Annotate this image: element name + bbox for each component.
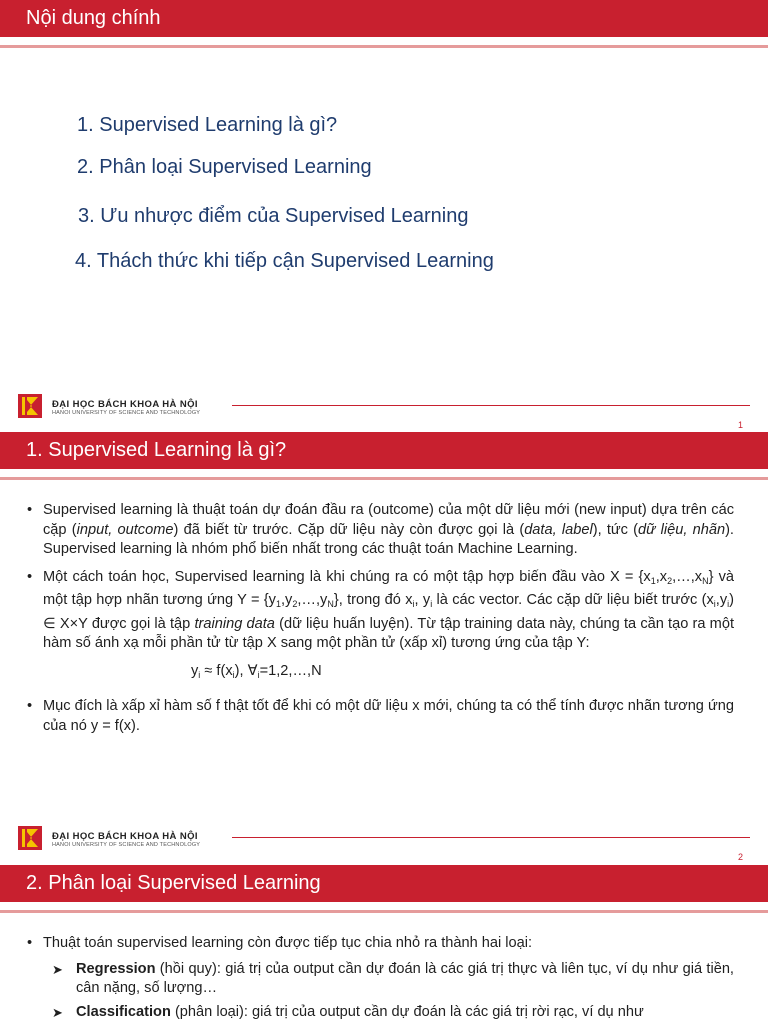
university-name: ĐẠI HỌC BÁCH KHOA HÀ NỘI: [52, 399, 198, 410]
arrow-bullet-icon: ➤: [52, 961, 63, 977]
university-name-en: HANOI UNIVERSITY OF SCIENCE AND TECHNOLOGY: [52, 410, 201, 416]
footer-rule: [232, 405, 750, 406]
toc-item-4: 4. Thách thức khi tiếp cận Supervised Learning: [75, 250, 494, 272]
university-name: ĐẠI HỌC BÁCH KHOA HÀ NỘI: [52, 831, 198, 842]
university-name-en: HANOI UNIVERSITY OF SCIENCE AND TECHNOLOGY: [52, 842, 201, 848]
slide-title: 2. Phân loại Supervised Learning: [0, 865, 768, 902]
slide-what-is: [0, 432, 768, 865]
bullet-list: [24, 934, 734, 1026]
title-underline: [0, 910, 768, 913]
university-logo-icon: [18, 826, 42, 850]
university-logo-icon: [18, 394, 42, 418]
slide-contents: [0, 0, 768, 432]
bullet-dot-icon: •: [27, 568, 33, 585]
bullet-item: • Một cách toán học, Supervised learning là khi chúng ra có một tập hợp biến đầu vào $X = \{x_1,x_2,\dots,x_N\}$ và một tập hợp nhãn tương ứng $Y = \{y_1,y_2,\dots,y_N\}$, trong đó $x_i$, $y_i$ là các vector. Các cặp dữ liệu biết trước $(x_i,y_i)$ ∈ X×Y được gọi là tập training data (dữ liệu huấn luyện). Từ tập training data này, chúng ta cần tạo ra một hàm số ánh xạ mỗi phần tử từ tập X sang một phần tử (xấp xỉ) tương ứng của tập Y: $y_i \approx f(x_i)$, $\forall_i=1,2,\dots,N$: [24, 568, 734, 686]
bullet-dot-icon: •: [27, 935, 33, 951]
sub-bullet-regression: ➤ Regression (hồi quy): giá trị của output cần dự đoán là các giá trị thực và liên tục, ví dụ như giá tiền, cân nặng, số lượng…: [52, 960, 734, 996]
footer-rule: [232, 837, 750, 838]
bullet-item: • Supervised learning là thuật toán dự đoán đầu ra (outcome) của một dữ liệu mới (new input) dựa trên các cặp (input, outcome) đã biết từ trước. Cặp dữ liệu này còn được gọi là (data, label), tức (dữ liệu, nhãn). Supervised learning là nhóm phổ biến nhất trong các thuật toán Machine Learning.: [27, 502, 734, 557]
toc-item-2: 2. Phân loại Supervised Learning: [77, 156, 372, 178]
bullet-item: • Thuật toán supervised learning còn được tiếp tục chia nhỏ ra thành hai loại:: [24, 934, 734, 954]
sub-bullet-classification: ➤ Classification (phân loại): giá trị của output cần dự đoán là các giá trị rời rạc, ví dụ như: [24, 1003, 734, 1023]
slide-classification: [0, 865, 768, 1024]
page-number: 2: [737, 852, 743, 862]
bullet-dot-icon: •: [27, 502, 33, 518]
toc-item-3: 3. Ưu nhược điểm của Supervised Learning: [78, 205, 469, 227]
slide-title: 1. Supervised Learning là gì?: [0, 432, 768, 469]
page-number: 1: [737, 420, 743, 430]
bullet-list: [24, 501, 734, 744]
title-underline: [0, 45, 768, 48]
bullet-item: • Mục đích là xấp xỉ hàm số f thật tốt để khi có một dữ liệu x mới, chúng ta có thể tính được nhãn tương ứng của nó y = f(x).: [27, 698, 734, 734]
arrow-bullet-icon: ➤: [52, 1004, 63, 1020]
slide-title: Nội dung chính: [0, 0, 768, 37]
toc-item-1: 1. Supervised Learning là gì?: [77, 114, 338, 136]
formula: $y_i \approx f(x_i)$, $\forall_i=1,2,\dots,N$: [191, 662, 322, 680]
bullet-dot-icon: •: [27, 698, 33, 714]
title-underline: [0, 477, 768, 480]
